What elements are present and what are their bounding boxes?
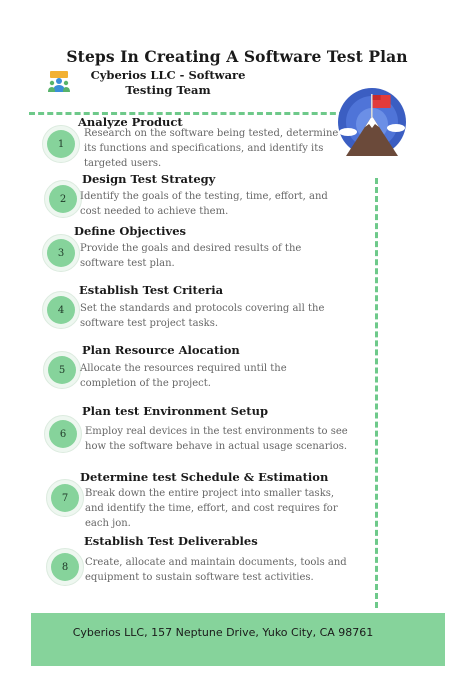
company-team-name: Cyberios LLC - Software Testing Team <box>90 68 246 97</box>
step-number-badge <box>46 479 84 517</box>
step-title: Determine test Schedule & Estimation <box>80 470 329 484</box>
step-number-badge <box>46 548 84 586</box>
step-description: Break down the entire project into smaller tasks, and identify the time, effort, and cost requires for each jon. <box>85 488 338 529</box>
step-number: 8 <box>51 553 79 581</box>
step-number: 3 <box>47 239 75 267</box>
step-description: Allocate the resources required until the completion of the project. <box>80 363 287 389</box>
step-title: Establish Test Criteria <box>79 283 224 297</box>
step-description: Provide the goals and desired results of the software test plan. <box>80 243 302 269</box>
step-description: Set the standards and protocols covering all the software test project tasks. <box>80 303 325 329</box>
step-number: 5 <box>48 356 76 384</box>
step-number-badge <box>43 351 81 389</box>
step-number: 1 <box>47 130 75 158</box>
page-title: Steps In Creating A Software Test Plan <box>66 47 408 66</box>
step-title: Analyze Product <box>78 115 183 129</box>
step-description: Identify the goals of the testing, time, effort, and cost needed to achieve them. <box>80 191 328 217</box>
step-number-badge <box>44 415 82 453</box>
step-number-badge <box>42 234 80 272</box>
footer-banner <box>31 613 445 666</box>
step-description: Research on the software being tested, determine its functions and specifications, and identify its targeted users. <box>84 128 339 169</box>
step-number: 2 <box>49 185 77 213</box>
dashed-divider-horizontal <box>29 112 345 115</box>
step-title: Establish Test Deliverables <box>84 534 258 548</box>
step-description: Employ real devices in the test environments to see how the software behave in actual usage scenarios. <box>85 426 348 452</box>
step-number: 7 <box>51 484 79 512</box>
step-title: Plan Resource Alocation <box>82 343 240 357</box>
step-title: Define Objectives <box>74 224 187 238</box>
mountain-flag-icon <box>336 86 408 158</box>
step-description: Create, allocate and maintain documents, tools and equipment to sustain software test activities. <box>85 557 347 583</box>
step-number-badge <box>42 125 80 163</box>
step-title: Design Test Strategy <box>82 172 216 186</box>
step-number-badge <box>42 291 80 329</box>
step-number: 4 <box>47 296 75 324</box>
step-title: Plan test Environment Setup <box>82 404 269 418</box>
step-number: 6 <box>49 420 77 448</box>
footer-address: Cyberios LLC, 157 Neptune Drive, Yuko City, CA 98761 <box>72 626 374 639</box>
step-number-badge <box>44 180 82 218</box>
team-people-icon <box>48 71 70 93</box>
dashed-divider-vertical <box>375 178 378 608</box>
